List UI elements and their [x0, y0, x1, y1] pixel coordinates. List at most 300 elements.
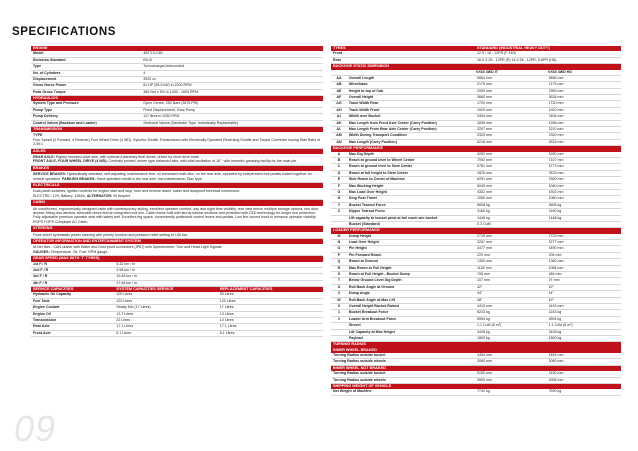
table-cell: 2723 mm — [548, 233, 564, 238]
table-cell: 50 Litres — [219, 292, 234, 297]
table-cell: 1920 mm — [477, 107, 492, 112]
tyres-standard-col-header: STANDARD (INDUSTRIAL HEAVY DUTY) — [477, 46, 550, 51]
backhoe-performance-table — [331, 152, 621, 229]
table-cell: Dump Angle — [348, 291, 370, 296]
table-cell: G — [337, 189, 341, 194]
axles-text — [31, 154, 323, 166]
static-col-label — [347, 70, 476, 75]
table-cell: 5773 mm — [548, 164, 564, 169]
section-header-electricals: ELECTRICALS — [31, 183, 323, 188]
table-cell: Net Weight of Machine — [333, 389, 372, 394]
service-col-header: SERVICE CAPACITIES — [33, 287, 74, 292]
table-cell: System Type and Pressure — [33, 101, 79, 106]
section-header-brakes: BRAKES — [31, 166, 323, 171]
table-cell: 204 mm — [548, 252, 562, 257]
section-header-backhoe-performance: BACKHOE PERFORMANCE — [331, 146, 621, 151]
table-cell: 22 Litres — [116, 318, 131, 323]
table-cell: 1920 mm — [548, 107, 564, 112]
shipping-weight-table — [331, 389, 621, 395]
section-header-turning-radius: TURNING RADIUS — [331, 342, 621, 347]
table-cell: R — [337, 265, 341, 270]
table-cell: 44° — [477, 291, 483, 296]
table-cell: Transmission — [33, 318, 57, 323]
table-cell: 3905 mm — [477, 377, 492, 382]
table-cell: Emission Standard — [33, 57, 66, 62]
table-cell: D — [337, 170, 341, 175]
table-row — [31, 331, 323, 337]
table-cell: Max Reach at Full Height — [348, 265, 392, 270]
table-cell: 1448 kg — [477, 215, 490, 220]
section-header-engine: ENGINE — [31, 46, 323, 51]
table-cell: Wheelbase — [348, 82, 368, 87]
section-header-static-dimension: BACKHOE STATIC DIMENSION — [331, 64, 621, 69]
electric-spec: ELECTRIC: 12V; Battery: 135Ah; — [33, 193, 86, 198]
table-cell: Turning Radius outside bucket — [333, 371, 386, 376]
table-cell: 3660 mm — [477, 95, 492, 100]
table-cell: 6243 kg — [477, 310, 490, 315]
static-dimension-table — [331, 76, 621, 146]
table-cell: Bucket Tearout Force — [348, 202, 386, 207]
table-cell: 5864 mm — [477, 75, 492, 80]
table-cell: Control Valves (Backhoe and Loader) — [33, 120, 97, 125]
table-cell: 684 mm — [548, 272, 562, 276]
table-cell: AE — [336, 88, 342, 93]
section-header-loader-performance: LOADER PERFORMANCE — [331, 228, 621, 233]
table-cell: 12.5 / 18 - 12PR (F-163) — [477, 51, 516, 56]
table-cell: Rear Axle — [33, 324, 50, 329]
parking-brakes-label: PARKING BRAKES: — [61, 176, 96, 181]
page-number-watermark: 09 — [14, 408, 57, 449]
table-cell: 0.3 CuM — [477, 221, 491, 226]
table-cell: 2715 mm — [477, 233, 492, 238]
table-cell: Shovel — [348, 323, 361, 328]
table-cell: Reach at ground level to Slew Center — [348, 164, 413, 169]
table-cell: Reach at full height to Slew Center — [348, 170, 408, 175]
table-cell: 5150 mm — [477, 371, 492, 376]
table-cell: 5594 kg — [477, 316, 490, 321]
table-cell: Bucket Breakout Force — [348, 310, 389, 315]
table-cell: 220 mm — [477, 252, 490, 257]
table-cell — [331, 336, 347, 341]
table-cell: AM — [336, 133, 342, 138]
table-cell: 360 Nm ± 5% in 1400 - 1600 RPM — [143, 89, 198, 94]
table-cell: Gross Horse Power — [33, 83, 67, 88]
table-cell: B — [337, 157, 341, 162]
table-cell: 4302 mm — [477, 189, 492, 194]
table-cell: 5150 mm — [548, 371, 564, 376]
table-cell: 1080 mm — [477, 196, 492, 201]
table-cell: 3277 mm — [548, 240, 564, 245]
table-cell: 5856 mm — [548, 75, 564, 80]
table-cell: Below Ground Level Dig Depth — [348, 278, 402, 283]
table-cell: 17.1 Litres — [116, 324, 134, 329]
right-spec-column — [331, 46, 621, 396]
table-cell: 6040 mm — [548, 183, 564, 188]
parking-brakes-text: Hand operated rebuilt in the rear axle, low maintenance, Disc type. — [96, 176, 203, 181]
section-header-hydraulics: HYDRAULICS — [31, 96, 323, 101]
table-cell: Z — [337, 209, 341, 214]
table-cell: Turning Radius outside wheels — [333, 359, 386, 364]
table-cell: 6291 mm — [477, 177, 492, 182]
table-cell: 48° — [477, 297, 483, 302]
electricals-body: Dual-panel switches, ignition controls for engine start and stop, horn and reverse alarm, saber and dustproof electrical connectors. — [33, 189, 240, 194]
table-cell: 3634 mm — [548, 95, 564, 100]
table-cell: Max Length (Carry Position) — [348, 139, 397, 144]
table-cell: Fuel Tank — [33, 298, 50, 303]
table-cell: 117 litres in 2250 RPM — [143, 114, 180, 119]
table-cell: Max Working Height — [348, 183, 384, 188]
table-cell: 4BT3.9-C80 — [143, 51, 163, 56]
table-cell: Turning Radius outside bucket — [333, 353, 386, 358]
table-cell: 3920 cc — [143, 76, 156, 81]
table-cell: 1800 kg — [548, 335, 562, 340]
table-cell: AK — [336, 120, 342, 125]
table-cell: Fixed Displacement, Gear Pump — [143, 107, 196, 112]
table-cell: 17.1 Litres — [219, 324, 237, 329]
table-cell: 2404 mm — [548, 114, 564, 119]
table-cell: 42° — [477, 284, 483, 289]
service-brakes-label: SERVICE BRAKES: — [33, 172, 67, 177]
table-cell: Peak Gross Torque — [33, 89, 66, 94]
table-row — [331, 58, 621, 64]
table-cell: Width During Transport Condition — [348, 133, 407, 138]
transmission-type-label: TYPE — [33, 133, 43, 138]
table-cell: 1720 mm — [548, 101, 564, 106]
cabin-text: Air conditioned, ergonomically designed cabin with contemporary styling, excellent operator comfort, day and night time visibility, rear view mirror, multiple storage options, two door access, tilting rear window, steerable doors and an integrated tool box. Cabin frame built with sturdy tubular sections and protected with CED technology for longer rust protection. Fully adjustable premium operator seat with safety belt. Excellent leg space, conveniently positioned control levers and pedals. Low line curved hood to enhance operator visibility. ROPS FOPS Compliant AC Cabin. — [31, 206, 323, 227]
table-cell: 4252 mm — [477, 151, 492, 156]
table-cell: Engine Oil — [33, 311, 51, 316]
table-cell: 13.7 Litres — [116, 311, 134, 316]
table-cell: 100 Litres — [116, 292, 133, 297]
table-cell: 6040 mm — [477, 183, 492, 188]
section-header-shipping-weight: SHIPPING WEIGHT OF VEHICLE — [331, 384, 621, 389]
table-cell: Sectional Valves (Sandwich Type, Individually Replaceable) — [143, 120, 238, 125]
table-cell: 1 — [337, 310, 340, 315]
table-row — [331, 389, 621, 395]
table-cell: 4 — [143, 70, 146, 75]
table-cell: 5218 mm — [477, 139, 492, 144]
subheader-inner-wheel-not-braked: INNER WHEEL NOT BRAKED — [331, 366, 621, 371]
table-cell: 2876 mm — [548, 170, 564, 175]
table-cell: Hydraulic Oil Capacity — [33, 292, 72, 297]
table-cell: C — [337, 164, 341, 169]
table-cell: 16.9 X 28 - 12PR (R) 14.9 28 - 12PR, 9-6PR (HD) — [477, 57, 557, 62]
hydraulics-table — [31, 101, 323, 127]
table-row — [331, 140, 621, 146]
static-col-hd: VX60 4WD HD — [548, 69, 572, 74]
table-cell: Track Width Rear — [348, 101, 379, 106]
table-cell: Dipper Tearout Force — [348, 209, 385, 214]
table-cell: 17 Litres — [219, 305, 234, 310]
table-cell: 37.84 km / hr — [116, 280, 138, 285]
table-cell: AN — [336, 139, 342, 144]
table-cell: 8.1 Litres — [116, 330, 132, 335]
table-cell: 42° — [548, 284, 554, 289]
table-cell: 5.32 km / hr — [116, 261, 136, 266]
table-cell: Q — [337, 259, 341, 264]
table-cell: X — [337, 303, 341, 308]
table-cell: 3080 mm — [548, 359, 564, 364]
replacement-col-header: REPLACEMENT CAPACITIES — [219, 287, 273, 292]
left-spec-column — [31, 46, 323, 337]
table-cell: 1.1 CuM (8 m³) — [548, 323, 573, 328]
gauges-text: Temperature, Oil, Fuel, RPM gauge. — [50, 249, 109, 254]
table-cell: H — [337, 196, 341, 201]
table-row — [31, 90, 323, 96]
table-cell: AL — [336, 127, 342, 132]
table-cell: Roll Back Angle at Ground — [348, 284, 395, 289]
table-cell: 1360 mm — [548, 259, 564, 264]
table-cell: AH — [336, 107, 342, 112]
table-cell — [549, 222, 622, 227]
section-header-gear-speed: GEAR SPEED (MAX WITH 'T' TYRES) — [31, 256, 323, 261]
table-cell: P — [337, 252, 341, 257]
table-cell: Pin Height — [348, 246, 367, 251]
table-cell: Rear — [333, 57, 341, 62]
service-capacities-table — [31, 292, 323, 337]
table-cell: 107 mm — [477, 278, 490, 283]
table-cell: 1130 mm — [477, 265, 492, 270]
table-cell: 3428 kg — [548, 329, 562, 334]
table-cell: 1720 mm — [477, 101, 492, 106]
table-cell: AB — [336, 82, 342, 87]
static-col-it: VX60 4WD IT — [476, 69, 498, 74]
table-cell: 1448 kg — [548, 215, 562, 220]
table-cell: BS-III — [143, 57, 153, 62]
table-cell: AG — [336, 101, 342, 106]
operator-info-body: M-Net Nav - CAN cluster with Water and Dust proof connectors (IP67) with Speedometer, Turn and Head Light Signals. — [33, 245, 223, 250]
transmission-type-text: Four Speed (4 Forward, 4 Reverse) Four Wheel Drive (4 WD), Synchro Shuttle Transmission with Electrically Operated Reversing Shuttle and Torque Converter having Stall Ratio of 2.59:1 — [33, 137, 321, 147]
table-cell: 14 Litres — [219, 318, 234, 323]
table-cell: 2876 mm — [477, 170, 492, 175]
section-header-transmission: TRANSMISSION — [31, 127, 323, 132]
table-cell: 9.58 km / hr — [116, 267, 136, 272]
table-cell: 1.1 CuM (8 m³) — [477, 323, 502, 328]
front-axle-text: Centrally pivoted, driven type balanced axle, with total oscillation of 16°, with hermetic greasing facility for the main pin. — [108, 159, 298, 164]
section-header-steering: STEERING — [31, 226, 323, 231]
table-row — [31, 281, 323, 287]
table-cell: Reach at Ground — [348, 259, 378, 264]
table-cell — [331, 216, 347, 221]
table-cell: T — [337, 278, 341, 283]
gear-speed-table — [31, 262, 323, 288]
table-row — [31, 121, 323, 127]
alternator-label: ALTERNATOR: — [86, 193, 113, 198]
alternator-text: 90 Ampere — [113, 193, 131, 198]
service-brakes-text: Hydraulically actuated, self-adjusting, maintenance free, oil immersed multi-disc, on the rear axle, operated by independent foot pedals locked together for normal operation. — [33, 172, 312, 181]
table-cell: Max Load Over Height — [348, 189, 387, 194]
table-cell: Pin Forward Reach — [348, 252, 382, 257]
table-cell: 3428 kg — [477, 329, 490, 334]
table-cell: U — [337, 284, 341, 289]
table-cell: 706 mm — [477, 272, 490, 276]
table-cell: W — [337, 297, 341, 302]
table-cell: Roll Back Angle at Max Lift — [348, 297, 395, 302]
table-row — [331, 222, 621, 228]
table-row — [331, 378, 621, 384]
table-cell: 2320 mm — [477, 133, 492, 138]
table-cell — [331, 323, 347, 328]
table-cell: Load Over Height — [348, 240, 379, 245]
table-cell: 3rd F / R — [33, 274, 48, 279]
table-cell: Turbocharged intercooled — [143, 64, 185, 69]
table-cell: Loader Arm Breakout Force — [348, 316, 397, 321]
table-cell: 3207 mm — [477, 127, 492, 132]
table-cell: 5761 mm — [477, 164, 492, 169]
table-cell: Payload — [348, 335, 363, 340]
table-cell: Engine Coolant — [33, 305, 60, 310]
table-cell: Y — [337, 202, 341, 207]
table-cell: Front — [333, 51, 343, 56]
table-row — [331, 359, 621, 365]
table-cell: 2175 mm — [477, 82, 492, 87]
table-cell: 3160 kg — [477, 209, 490, 214]
table-cell: 13 Litres — [219, 311, 234, 316]
table-cell: 1800 kg — [477, 335, 490, 340]
table-cell: Overall Height — [348, 95, 374, 100]
table-cell: 19.83 km / hr — [116, 274, 138, 279]
table-cell: S — [337, 272, 341, 276]
transmission-text — [31, 132, 323, 148]
steering-text: Front wheel hydrostatic power steering with priority function and pressure relief setting of 145 bar. — [31, 232, 323, 239]
table-cell: Open Centre, 250 Bars (3675 PSI) — [143, 101, 199, 106]
table-cell: N — [337, 240, 341, 245]
table-cell: 97 mm — [548, 278, 560, 283]
table-cell: O — [337, 246, 341, 251]
table-cell: Reach at Full Height - Bucket Dump — [348, 272, 410, 276]
table-cell: Overall Height Bucket Raised — [348, 303, 400, 308]
table-cell: AA — [336, 75, 342, 80]
table-cell: 4250 mm — [548, 151, 564, 156]
table-cell: 2175 mm — [548, 82, 564, 87]
table-cell — [331, 222, 347, 227]
table-cell: 1st F / R — [33, 261, 47, 266]
table-cell: Width over Bucket — [348, 114, 381, 119]
table-cell: 44° — [548, 291, 554, 296]
table-cell: 6300 mm — [548, 177, 564, 182]
table-cell: Lift capacity to bucket pivot at full reach w/o bucket — [348, 215, 438, 220]
table-cell: Displacement — [33, 76, 57, 81]
gauges-label: GAUGES: — [33, 249, 50, 254]
table-cell: 2320 mm — [548, 133, 564, 138]
subheader-inner-wheel-braked: INNER WHEEL BRAKED — [331, 348, 621, 353]
table-cell: 1836 mm — [477, 120, 492, 125]
table-cell: Turning Radius outside wheels — [333, 377, 386, 382]
table-cell: 5515 mm — [548, 139, 564, 144]
table-cell: F — [337, 183, 341, 188]
table-cell: 1084 mm — [548, 265, 564, 270]
rear-axle-label: REAR AXLE: — [33, 155, 55, 160]
table-cell: A — [337, 151, 341, 156]
table-cell: 7590 kg — [548, 389, 562, 394]
operator-info-text — [31, 244, 323, 256]
table-cell: 3477 mm — [477, 246, 492, 251]
table-cell: 3905 mm — [548, 377, 564, 382]
table-cell: Max Dig Depth — [348, 151, 374, 156]
table-cell: No. of Cylinders — [33, 70, 61, 75]
table-cell: 120 Litres — [116, 298, 133, 303]
loader-performance-table — [331, 234, 621, 343]
section-header-operator-info: OPERATOR INFORMATION AND ENTERTAINMENT SYSTEM — [31, 239, 323, 244]
table-cell: 120 Litres — [219, 298, 236, 303]
table-cell: 3160 kg — [548, 209, 562, 214]
table-cell: 49° — [548, 297, 554, 302]
table-cell: 1080 mm — [548, 196, 564, 201]
table-cell: 2404 mm — [477, 114, 492, 119]
table-cell: 81 HP (59.9 kW) in 2200 RPM — [143, 83, 192, 88]
table-cell: 8.1 Litres — [219, 330, 235, 335]
electricals-text — [31, 188, 323, 200]
table-cell: Pump Type — [33, 107, 53, 112]
turning-not-braked-table — [331, 371, 621, 384]
table-cell: 7092 mm — [477, 157, 492, 162]
table-cell: Max Length From Rear Axle Center (Carry Position) — [348, 127, 437, 132]
front-axle-label: FRONT AXLE- FOUR WHEEL DRIVE (4 WD): — [33, 159, 108, 164]
table-cell: AJ — [336, 114, 342, 119]
table-cell: 5594 kg — [548, 316, 562, 321]
table-cell: E — [337, 177, 341, 182]
table-cell: 4454 mm — [477, 353, 492, 358]
section-header-axles: AXLES — [31, 149, 323, 154]
table-cell: M — [337, 233, 341, 238]
tyres-table — [331, 51, 621, 64]
table-cell: 2950 mm — [548, 88, 564, 93]
table-cell: V — [337, 291, 341, 296]
table-cell: 2950 mm — [477, 88, 492, 93]
table-cell: Track Width Front — [348, 107, 380, 112]
table-cell: AF — [336, 95, 342, 100]
system-col-header: SYSTEM CAPACITIES SERVICE — [116, 287, 174, 292]
table-cell: 1350 mm — [477, 259, 492, 264]
table-cell — [331, 330, 347, 335]
table-cell: Overall Length — [348, 75, 375, 80]
table-cell: Ready Mix (17 Litres) — [116, 305, 151, 310]
table-row — [331, 336, 621, 342]
engine-table — [31, 51, 323, 96]
table-cell: 7107 mm — [548, 157, 564, 162]
table-cell: 3490 mm — [548, 246, 564, 251]
page-title: SPECIFICATIONS — [12, 26, 117, 38]
table-cell: Max Length from Front Axle Center (Carry Position) — [348, 120, 437, 125]
table-cell: 1936 mm — [548, 120, 564, 125]
table-cell: 4454 mm — [548, 353, 564, 358]
brakes-text — [31, 171, 323, 183]
table-cell: 4415 mm — [477, 303, 492, 308]
table-cell: 3267 mm — [477, 240, 492, 245]
table-cell: 3210 mm — [548, 127, 564, 132]
table-cell: 4415 mm — [548, 303, 564, 308]
static-col-code — [331, 70, 347, 75]
table-cell: 3080 mm — [477, 359, 492, 364]
table-cell: 5608 kg — [548, 202, 562, 207]
turning-braked-table — [331, 353, 621, 366]
table-cell: Type — [33, 64, 42, 69]
section-header-cabin: CABIN — [31, 200, 323, 205]
table-cell: Side Reach to Center of Machine — [348, 177, 405, 182]
table-cell: King Post Travel — [348, 196, 378, 201]
table-cell: Height to top of Cab — [348, 88, 384, 93]
table-cell: 5608 kg — [477, 202, 490, 207]
table-cell: Pump Delivery — [33, 114, 58, 119]
table-cell: 4302 mm — [548, 189, 564, 194]
table-cell: 4th F / R — [33, 280, 48, 285]
tyres-col-header: TYRES — [333, 46, 346, 51]
rear-axle-text: Rigidly mounted drive axle, with outboard planetary final drives, driven by short drive shaft. — [55, 155, 200, 160]
table-cell: Bucket (Standard) — [348, 221, 380, 226]
table-cell: 7742 kg — [477, 389, 490, 394]
table-cell: 6243 kg — [548, 310, 562, 315]
table-cell: Reach at ground level to Wheel Center — [348, 157, 415, 162]
